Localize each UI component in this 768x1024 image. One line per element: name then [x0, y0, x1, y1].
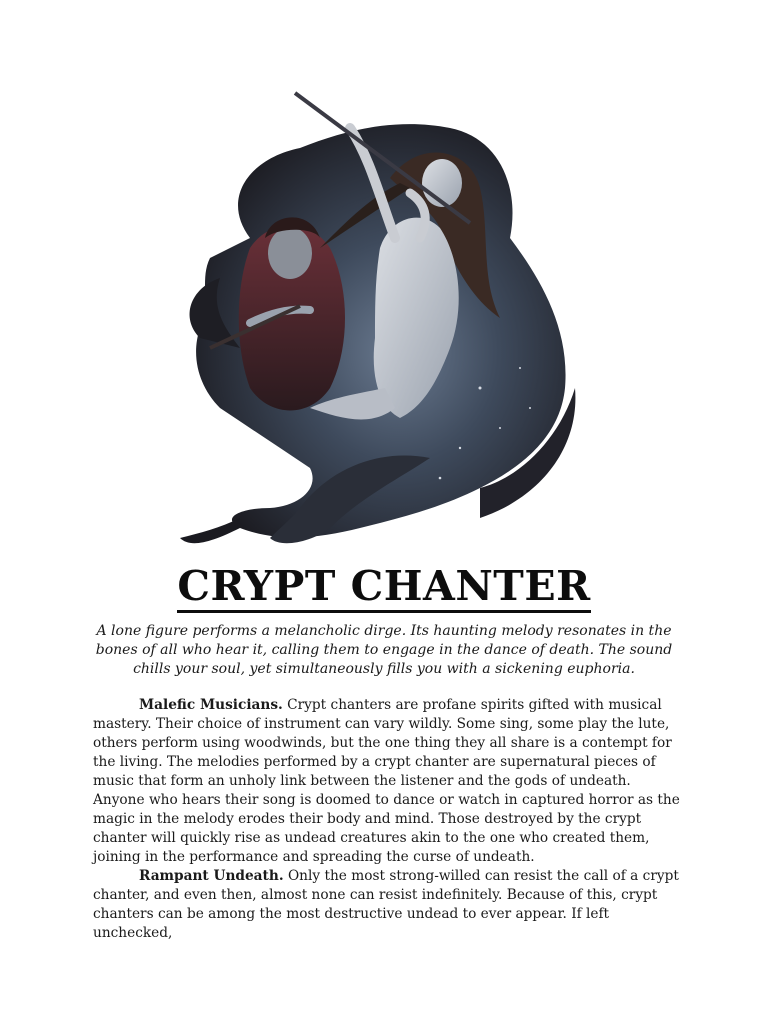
body-text — [93, 696, 683, 943]
section-text: Only the most strong-willed can resist the call of a crypt chanter, and even then, almost none can resist indefinitely. Because of this, crypt chanters can be among the most destructive undead to ever appear. If left unchecked, — [93, 868, 679, 941]
section-heading: Malefic Musicians. — [139, 697, 283, 713]
section-heading: Rampant Undeath. — [139, 868, 284, 884]
flavor-text: A lone figure performs a melancholic dirge. Its haunting melody resonates in the bones of all who hear it, calling them to engage in the dance of death. The sound chills your soul, yet simultaneously fills you with a sickening euphoria. — [95, 623, 673, 677]
section-text: Crypt chanters are profane spirits gifted with musical mastery. Their choice of instrument can vary wildly. Some sing, some play the lute, others perform using woodwinds, but the one thing they all share is a contempt for the living. The melodies performed by a crypt chanter are supernatural pieces of music that form an unholy link between the listener and the gods of undeath. Anyone who hears their song is doomed to dance or watch in captured horror as the magic in the melody erodes their body and mind. Those destroyed by the crypt chanter will quickly rise as undead creatures akin to the one who created them, joining in the performance and spreading the curse of undeath. — [93, 697, 680, 865]
section-rampant-undeath — [93, 867, 683, 943]
title-text: CRYPT CHANTER — [177, 562, 590, 613]
section-malefic-musicians — [93, 696, 683, 867]
page-title — [0, 562, 768, 610]
crypt-chanter-illustration — [180, 88, 590, 550]
